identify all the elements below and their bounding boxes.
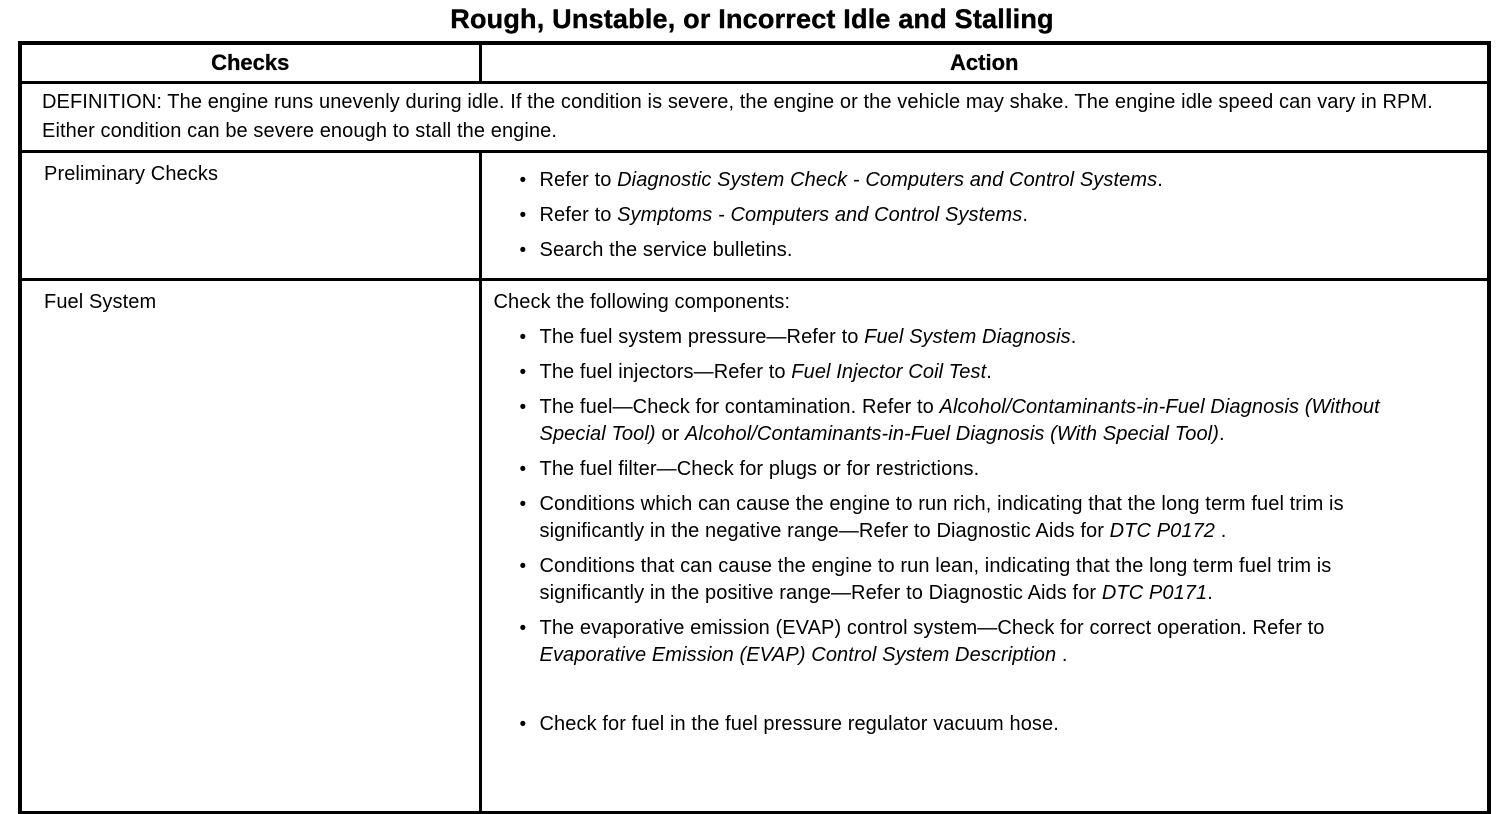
table-row xyxy=(20,280,1489,813)
column-header-action: Action xyxy=(480,43,1489,83)
bullet-text: The fuel filter—Check for plugs or for restrictions. xyxy=(539,458,980,480)
bullet-icon: • xyxy=(519,397,527,418)
table-body-rows xyxy=(20,83,1489,813)
bullet-item xyxy=(520,167,1444,194)
bullet-icon: • xyxy=(519,170,527,191)
bullet-text: The fuel injectors—Refer to Fuel Injector Coil Test. xyxy=(539,361,992,383)
bullet-item xyxy=(520,615,1444,669)
bullet-list xyxy=(494,324,1444,738)
bullet-text: The fuel system pressure—Refer to Fuel System Diagnosis. xyxy=(539,326,1077,348)
bullet-item xyxy=(520,394,1444,448)
bullet-text: Check for fuel in the fuel pressure regulator vacuum hose. xyxy=(539,713,1059,735)
action-cell xyxy=(480,152,1489,280)
definition-row xyxy=(20,83,1489,152)
action-intro-text: Check the following components: xyxy=(493,291,791,313)
bullet-list xyxy=(494,167,1444,264)
bullet-icon: • xyxy=(519,714,527,735)
bullet-item xyxy=(520,711,1444,738)
bullet-icon: • xyxy=(519,240,527,261)
column-header-checks: Checks xyxy=(20,43,480,83)
bullet-text: The fuel—Check for contamination. Refer to Alcohol/Contaminants-in-Fuel Diagnosis (Without Special Tool) or Alcohol/Contaminants-in-Fuel Diagnosis (With Special Tool). xyxy=(539,396,1380,445)
table-row xyxy=(20,152,1489,280)
bullet-text: Search the service bulletins. xyxy=(539,239,793,261)
bullet-icon: • xyxy=(519,556,527,577)
page-title: Rough, Unstable, or Incorrect Idle and Stalling xyxy=(450,4,1054,34)
bullet-icon: • xyxy=(519,327,527,348)
bullet-icon: • xyxy=(519,494,527,515)
definition-cell: DEFINITION: The engine runs unevenly during idle. If the condition is severe, the engine or the vehicle may shake. The engine idle speed can vary in RPM. Either condition can be severe enough to stall the engine. xyxy=(20,83,1489,152)
action-cell xyxy=(480,280,1489,813)
check-cell: Fuel System xyxy=(20,280,480,813)
bullet-text: Conditions that can cause the engine to run lean, indicating that the long term fuel trim is significantly in the positive range—Refer to Diagnostic Aids for DTC P0171. xyxy=(539,555,1332,604)
diagnostic-table xyxy=(18,41,1491,814)
bullet-text: The evaporative emission (EVAP) control system—Check for correct operation. Refer to Evaporative Emission (EVAP) Control System Description . xyxy=(539,617,1325,666)
bullet-item xyxy=(520,456,1444,483)
bullet-text: Refer to Symptoms - Computers and Control Systems. xyxy=(539,204,1029,226)
bullet-item xyxy=(520,237,1444,264)
bullet-icon: • xyxy=(519,618,527,639)
table-header-row xyxy=(20,43,1489,83)
bullet-text: Conditions which can cause the engine to run rich, indicating that the long term fuel trim is significantly in the negative range—Refer to Diagnostic Aids for DTC P0172 . xyxy=(539,493,1344,542)
bullet-item xyxy=(520,324,1444,351)
bullet-item xyxy=(520,359,1444,386)
bullet-item xyxy=(520,202,1444,229)
bullet-icon: • xyxy=(519,362,527,383)
check-cell: Preliminary Checks xyxy=(20,152,480,280)
bullet-icon: • xyxy=(519,459,527,480)
bullet-item xyxy=(520,491,1444,545)
bullet-text: Refer to Diagnostic System Check - Computers and Control Systems. xyxy=(539,169,1163,191)
bullet-icon: • xyxy=(519,205,527,226)
bullet-item xyxy=(520,553,1444,607)
